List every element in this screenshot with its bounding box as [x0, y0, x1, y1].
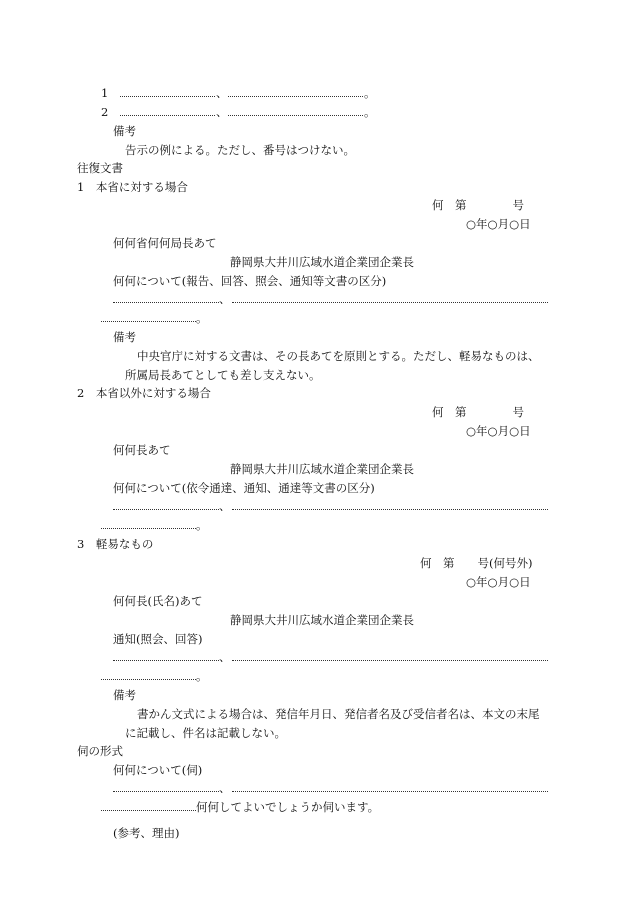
- top-note-label: 備考: [113, 124, 136, 138]
- sec2-subject: 何何について(依令通達、通知、通達等文書の区分): [113, 481, 375, 495]
- sec3-heading: 3 軽易なもの: [77, 537, 154, 551]
- ukagai-subject: 何何について(伺): [113, 763, 203, 777]
- sec2-body-period: 。: [196, 518, 208, 532]
- top-item-2-leader-a: [120, 115, 215, 116]
- top-item-2-leader-b: [228, 115, 363, 116]
- top-item-1-period: 。: [364, 86, 376, 100]
- sec1-note-label: 備考: [113, 330, 136, 344]
- sec1-heading: 1 本省に対する場合: [77, 180, 188, 194]
- top-item-1-comma: 、: [216, 86, 228, 100]
- top-note-text: 告示の例による。ただし、番号はつけない。: [125, 143, 355, 157]
- sec3-note-line1: 書かん文式による場合は、発信年月日、発信者名及び受信者名は、本文の末尾: [137, 707, 540, 721]
- sec1-sender: 静岡県大井川広域水道企業団企業長: [230, 255, 414, 269]
- ukagai-body-leader-a: [113, 791, 219, 792]
- sec3-addressee: 何何長(氏名)あて: [113, 594, 203, 608]
- sec3-body-leader-b: [232, 660, 548, 661]
- ukagai-reference: (参考、理由): [113, 826, 180, 840]
- sec2-body-leader-a: [113, 509, 219, 510]
- sec1-body-leader-a: [113, 302, 219, 303]
- ofuku-heading: 往復文書: [77, 161, 123, 175]
- sec1-body-leader-b: [232, 302, 548, 303]
- sec3-doc-number: 何 第 号(何号外): [420, 556, 533, 570]
- sec1-body-comma: 、: [219, 292, 231, 306]
- top-item-1-number: 1: [101, 86, 109, 100]
- top-item-2-period: 。: [364, 105, 376, 119]
- sec1-note-line1: 中央官庁に対する文書は、その長あてを原則とする。ただし、軽易なものは、: [137, 349, 540, 363]
- ukagai-body-leader-b: [232, 791, 548, 792]
- sec3-body-leader-c: [101, 679, 196, 680]
- sec3-body-period: 。: [196, 669, 208, 683]
- sec3-body-comma: 、: [219, 650, 231, 664]
- top-item-1-leader-b: [228, 96, 363, 97]
- sec2-sender: 静岡県大井川広域水道企業団企業長: [230, 462, 414, 476]
- ukagai-heading: 伺の形式: [77, 744, 123, 758]
- sec2-date: ○年○月○日: [466, 424, 531, 438]
- sec2-body-comma: 、: [219, 499, 231, 513]
- sec1-body-period: 。: [196, 311, 208, 325]
- sec1-body-leader-c: [101, 321, 196, 322]
- sec3-sender: 静岡県大井川広域水道企業団企業長: [230, 613, 414, 627]
- sec3-subject: 通知(照会、回答): [113, 632, 203, 646]
- top-item-2-number: 2: [101, 105, 109, 119]
- sec2-addressee: 何何長あて: [113, 443, 171, 457]
- sec2-body-leader-c: [101, 528, 196, 529]
- ukagai-body-leader-c: [101, 810, 196, 811]
- sec3-note-line2: に記載し、件名は記載しない。: [125, 726, 286, 740]
- sec2-doc-number: 何 第 号: [432, 405, 524, 419]
- sec3-date: ○年○月○日: [466, 575, 531, 589]
- sec1-date: ○年○月○日: [466, 217, 531, 231]
- sec1-subject: 何何について(報告、回答、照会、通知等文書の区分): [113, 274, 387, 288]
- top-item-2-comma: 、: [216, 105, 228, 119]
- sec3-body-leader-a: [113, 660, 219, 661]
- ukagai-body-text: 何何してよいでしょうか伺います。: [196, 800, 380, 814]
- ukagai-body-comma: 、: [219, 781, 231, 795]
- sec1-doc-number: 何 第 号: [432, 198, 524, 212]
- sec2-body-leader-b: [232, 509, 548, 510]
- sec2-heading: 2 本省以外に対する場合: [77, 386, 211, 400]
- sec1-addressee: 何何省何何局長あて: [113, 236, 217, 250]
- sec3-note-label: 備考: [113, 688, 136, 702]
- top-item-1-leader-a: [120, 96, 215, 97]
- sec1-note-line2: 所属局長あてとしても差し支えない。: [125, 368, 321, 382]
